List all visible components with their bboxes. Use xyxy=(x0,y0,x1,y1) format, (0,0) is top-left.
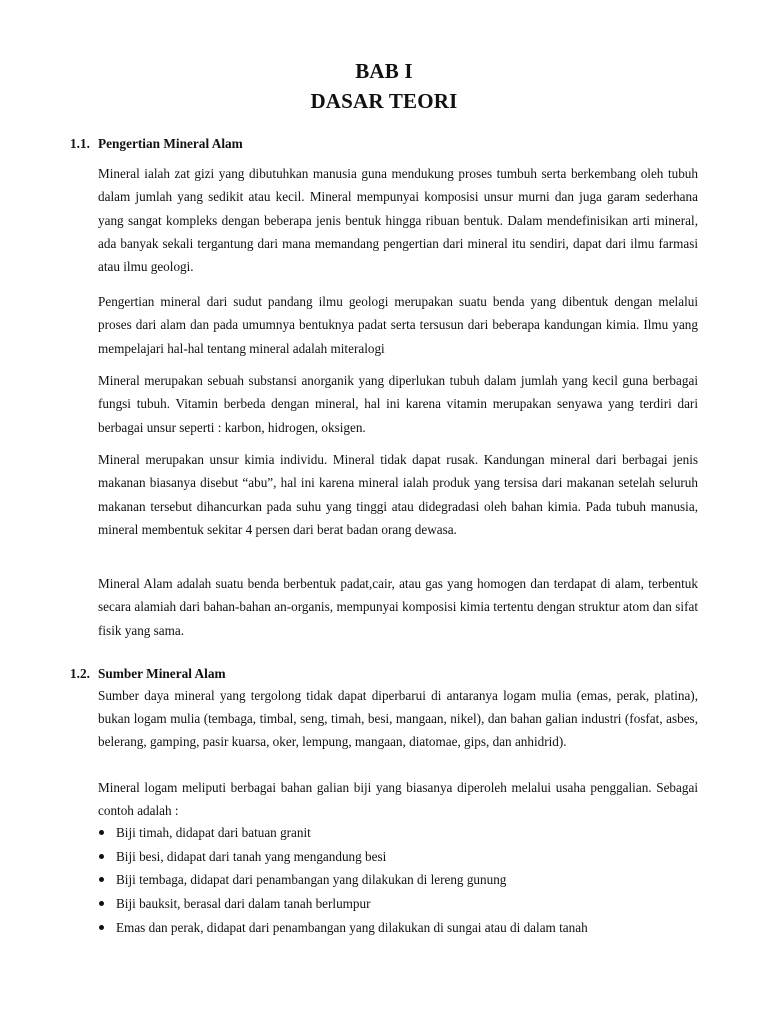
chapter-number: BAB I xyxy=(355,59,413,83)
list-item xyxy=(98,918,698,942)
section-number: 1.2. xyxy=(70,666,90,681)
list-item-text: Emas dan perak, didapat dari penambangan yang dilakukan di sungai atau di dalam tanah xyxy=(116,919,588,935)
section-title: Sumber Mineral Alam xyxy=(98,666,226,681)
section-heading xyxy=(70,666,226,682)
bullet-list xyxy=(98,823,698,941)
bullet-icon xyxy=(99,830,104,835)
section-heading xyxy=(70,136,243,152)
section-number: 1.1. xyxy=(70,136,90,151)
list-item xyxy=(98,894,698,918)
paragraph: Mineral logam meliputi berbagai bahan galian biji yang biasanya diperoleh melalui usaha penggalian. Sebagai contoh adalah : xyxy=(98,780,698,818)
list-item xyxy=(98,870,698,894)
chapter-title: DASAR TEORI xyxy=(310,89,458,113)
list-item-text: Biji bauksit, berasal dari dalam tanah berlumpur xyxy=(116,896,371,912)
bullet-icon xyxy=(99,854,104,859)
list-item-text: Biji timah, didapat dari batuan granit xyxy=(116,825,311,840)
list-item xyxy=(98,823,698,847)
paragraph: Sumber daya mineral yang tergolong tidak dapat diperbarui di antaranya logam mulia (emas, perak, platina), bukan logam mulia (tembaga, timbal, seng, timah, besi, mangaan, nikel), dan bahan galian industri (fosfat, asbes, belerang, gamping, pasir kuarsa, oker, lempung, mangaan, diatomae, gips, dan anhidrid). xyxy=(98,688,698,750)
paragraph: Mineral merupakan unsur kimia individu. Mineral tidak dapat rusak. Kandungan mineral dari berbagai jenis makanan biasanya disebut “abu”, hal ini karena mineral ialah produk yang tersisa dari makanan setelah seluruh makanan tersebut dihancurkan pada suhu yang tinggi atau didegradasi oleh bahan kimia. Pada tubuh manusia, mineral membentuk sekitar 4 persen dari berat badan orang dewasa. xyxy=(98,452,698,537)
bullet-icon xyxy=(99,925,104,930)
list-item-text: Biji besi, didapat dari tanah yang mengandung besi xyxy=(116,848,387,864)
bullet-icon xyxy=(99,901,104,906)
paragraph: Mineral Alam adalah suatu benda berbentuk padat,cair, atau gas yang homogen dan terdapat di alam, terbentuk secara alamiah dari bahan-bahan an-organis, mempunyai komposisi kimia tertentu dengan struktur atom dan sifat fisik yang sama. xyxy=(98,576,698,638)
paragraph: Mineral merupakan sebuah substansi anorganik yang diperlukan tubuh dalam jumlah yang kecil guna berbagai fungsi tubuh. Vitamin berbeda dengan mineral, hal ini karena vitamin merupakan senyawa yang terdiri dari berbagai unsur seperti : karbon, hidrogen, oksigen. xyxy=(98,373,698,435)
section-title: Pengertian Mineral Alam xyxy=(98,136,243,151)
list-item-text: Biji tembaga, didapat dari penambangan yang dilakukan di lereng gunung xyxy=(116,872,507,888)
paragraph: Pengertian mineral dari sudut pandang ilmu geologi merupakan suatu benda yang dibentuk dengan melalui proses dari alam dan pada umumnya bentuknya padat serta tersusun dari beberapa kandungan kimia. Ilmu yang mempelajari hal-hal tentang mineral adalah miteralogi xyxy=(98,294,698,356)
list-item xyxy=(98,847,698,871)
paragraph: Mineral ialah zat gizi yang dibutuhkan manusia guna mendukung proses tumbuh serta berkembang oleh tubuh dalam jumlah yang sedikit atau kecil. Mineral mempunyai komposisi unsur murni dan juga garam sederhana yang sangat kompleks dengan beberapa jenis bentuk hingga ribuan bentuk. Dalam mendefinisikan arti mineral, ada banyak sekali tergantung dari mana memandang pengertian dari mineral itu sendiri, dapat dari ilmu farmasi atau ilmu geologi. xyxy=(98,166,698,275)
bullet-icon xyxy=(99,877,104,882)
